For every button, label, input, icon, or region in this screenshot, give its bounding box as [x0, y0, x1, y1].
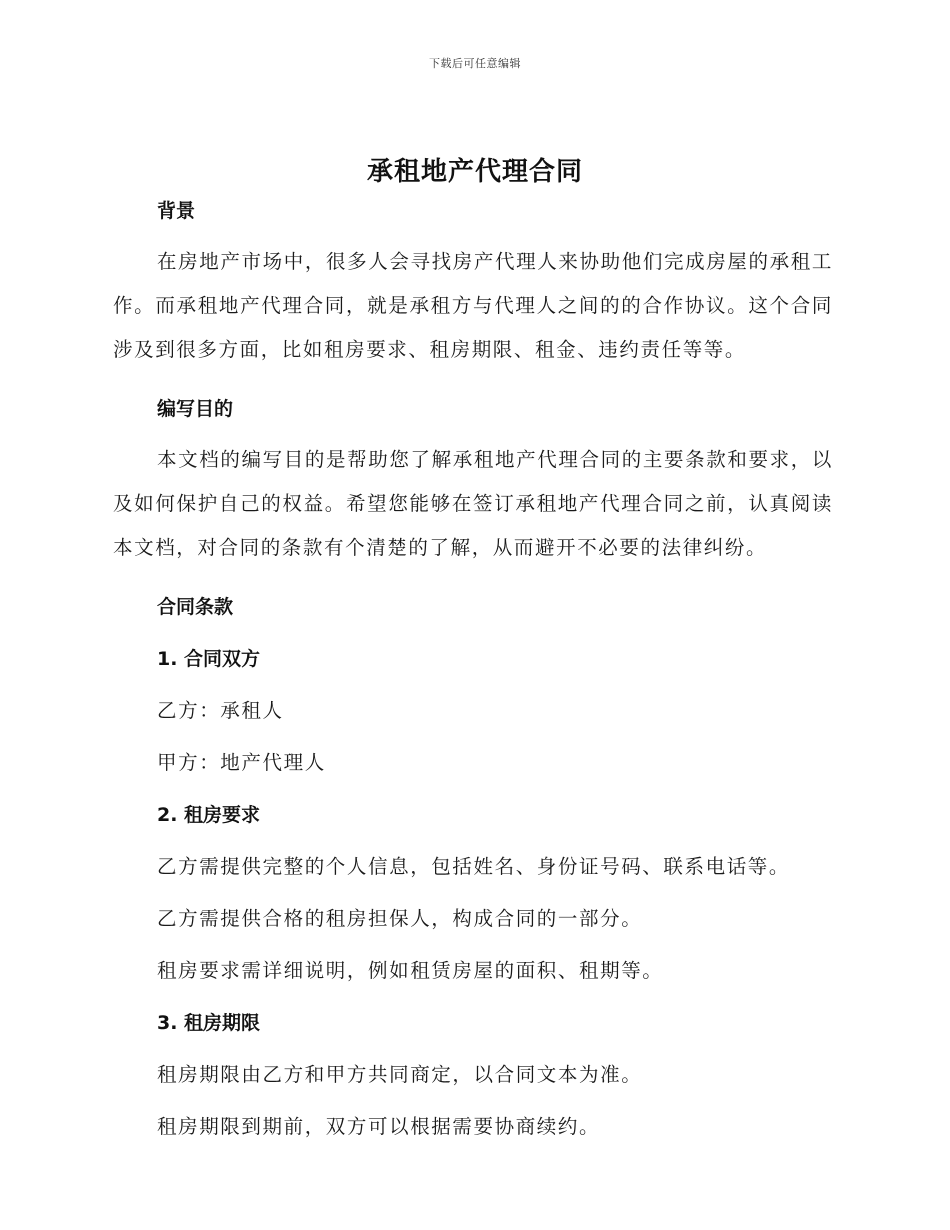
- clause-line: 租房要求需详细说明，例如租赁房屋的面积、租期等。: [157, 959, 664, 982]
- purpose-paragraph: 本文档的编写目的是帮助您了解承租地产代理合同的主要条款和要求，以及如何保护自己的权益。希望您能够在签订承租地产代理合同之前，认真阅读本文档，对合同的条款有个清楚的了解，从而避开不必要的法律纠纷。: [113, 448, 833, 559]
- clause-line: 乙方：承租人: [157, 699, 284, 722]
- clause-line: 甲方：地产代理人: [157, 751, 326, 774]
- header-note: 下载后可任意编辑: [429, 57, 521, 70]
- clause-line: 乙方需提供完整的个人信息，包括姓名、身份证号码、联系电话等。: [157, 855, 791, 878]
- section-heading-terms: 合同条款: [157, 596, 234, 618]
- section-heading-background: 背景: [157, 200, 196, 222]
- document-body: [113, 196, 833, 1142]
- background-paragraph: 在房地产市场中，很多人会寻找房产代理人来协助他们完成房屋的承租工作。而承租地产代理合同，就是承租方与代理人之间的的合作协议。这个合同涉及到很多方面，比如租房要求、租房期限、租金、违约责任等等。: [113, 250, 833, 361]
- clause-line: 乙方需提供合格的租房担保人，构成合同的一部分。: [157, 907, 643, 930]
- clause-line: 租房期限由乙方和甲方共同商定，以合同文本为准。: [157, 1063, 643, 1086]
- clause-heading-requirements: 2. 租房要求: [157, 804, 261, 826]
- clause-heading-period: 3. 租房期限: [157, 1012, 261, 1034]
- document-title: 承租地产代理合同: [366, 157, 583, 187]
- clause-heading-parties: 1. 合同双方: [157, 648, 261, 670]
- clause-line: 租房期限到期前，双方可以根据需要协商续约。: [157, 1115, 601, 1138]
- section-heading-purpose: 编写目的: [157, 398, 234, 420]
